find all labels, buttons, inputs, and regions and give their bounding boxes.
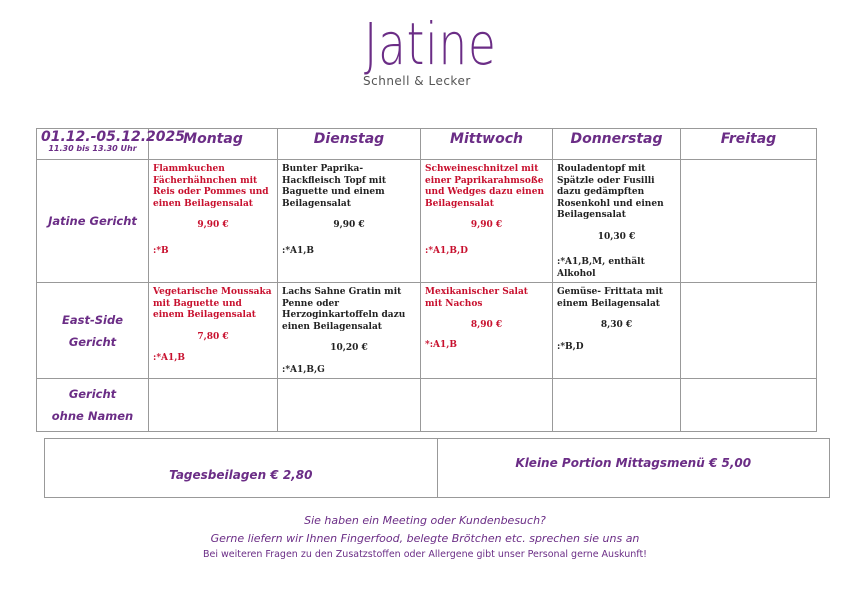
logo-name: Jatine (364, 10, 497, 78)
footer-meeting-question: Sie haben ein Meeting oder Kundenbesuch? (304, 514, 546, 527)
weekly-menu-table (36, 128, 817, 432)
dish-cell-empty (421, 379, 553, 432)
dish-price: 8,90 € (470, 320, 503, 330)
dish-price: 9,90 € (333, 220, 365, 230)
dish-description: Bunter Paprika- Hackfleisch Topf mit Baguette und einem Beilagensalat (282, 164, 387, 209)
dish-cell-empty (149, 379, 278, 432)
row-label-line: Gericht (68, 334, 117, 349)
day-wednesday: Mittwoch (421, 129, 553, 160)
dish-cell-empty (681, 160, 817, 283)
dish-cell-empty (681, 379, 817, 432)
row-label-line: ohne Namen (51, 409, 134, 423)
dish-description: Mexikanischer Salat mit Nachos (425, 287, 528, 309)
dish-allergens: :*A1,B,D (425, 245, 468, 256)
dish-cell (553, 160, 681, 283)
header-row (37, 129, 817, 160)
dish-description: Schweineschnitzel mit einer Paprikarahmsoße und Wedges dazu einen Beilagensalat (425, 164, 544, 209)
dish-description: Flammkuchen Fächerhähnchen mit Reis oder Pommes und einen Beilagensalat (153, 164, 269, 209)
dish (153, 287, 273, 365)
small-portion-price: Kleine Portion Mittagsmenü € 5,00 (437, 439, 830, 497)
dish-description: Gemüse- Frittata mit einem Beilagensalat (557, 287, 663, 309)
dish-allergens: :*A1,B,M, enthält Alkohol (557, 257, 645, 279)
table-row-unnamed (37, 379, 817, 432)
footer-allergen-note: Bei weiteren Fragen zu den Zusatzstoffen oder Allergene gibt unser Personal gerne Auskunft! (203, 549, 647, 560)
dish-cell-empty (553, 379, 681, 432)
dish-description: Rouladentopf mit Spätzle oder Fusilli dazu gedämpften Rosenkohl und einen Beilagensalat (557, 164, 664, 220)
side-dishes-price: Tagesbeilagen € 2,80 (169, 468, 313, 482)
dish (425, 164, 548, 257)
dish-allergens: :*B,D (557, 341, 584, 352)
dish-price: 10,20 € (330, 343, 368, 353)
dish-price: 9,90 € (197, 220, 229, 230)
dish-allergens: :*A1,B (282, 245, 315, 256)
dish-cell (149, 160, 278, 283)
dish-allergens: :*B (153, 245, 169, 256)
dish-cell (421, 160, 553, 283)
row-label-unnamed (37, 379, 149, 432)
day-monday: Montag (149, 129, 278, 160)
row-label-east-side (37, 283, 149, 379)
day-tuesday: Dienstag (278, 129, 421, 160)
dish (282, 164, 416, 257)
dish-price: 7,80 € (197, 331, 229, 342)
dish-cell (553, 283, 681, 379)
extras-box (44, 438, 830, 498)
day-friday: Freitag (681, 129, 817, 160)
logo-tagline: Schnell & Lecker (363, 74, 471, 88)
row-label-jatine: Jatine Gericht (37, 160, 149, 283)
dish (557, 287, 676, 353)
dish (282, 287, 416, 376)
dish-cell-empty (681, 283, 817, 379)
day-thursday: Donnerstag (553, 129, 681, 160)
dish-cell (278, 283, 421, 379)
dish-cell (149, 283, 278, 379)
dish-price: 9,90 € (470, 220, 503, 230)
dish (425, 287, 548, 351)
dish-allergens: :*A1,B,G (282, 364, 325, 375)
dish-cell (421, 283, 553, 379)
table-row-jatine (37, 160, 817, 283)
row-label-line: Gericht (68, 387, 117, 401)
dish (557, 164, 676, 280)
dish (153, 164, 273, 257)
jatine-logo (360, 10, 500, 90)
dish-price: 10,30 € (597, 231, 636, 242)
dish-cell (278, 160, 421, 283)
week-dates: 01.12.-05.12.2025 (41, 129, 185, 145)
dish-allergens: :*A1,B (153, 353, 186, 363)
week-date-cell (37, 129, 185, 160)
table-row-east-side (37, 283, 817, 379)
dish-description: Lachs Sahne Gratin mit Penne oder Herzoginkartoffeln dazu einen Beilagensalat (282, 287, 406, 332)
opening-hours: 11.30 bis 13.30 Uhr (48, 144, 137, 153)
dish-allergens: *:A1,B (425, 339, 458, 350)
dish-price: 8,30 € (600, 320, 633, 330)
footer-catering-offer: Gerne liefern wir Ihnen Fingerfood, belegte Brötchen etc. sprechen sie uns an (210, 532, 640, 545)
dish-cell-empty (278, 379, 421, 432)
dish-description: Vegetarische Moussaka mit Baguette und einem Beilagensalat (153, 287, 272, 320)
row-label-line: East-Side (62, 312, 123, 327)
